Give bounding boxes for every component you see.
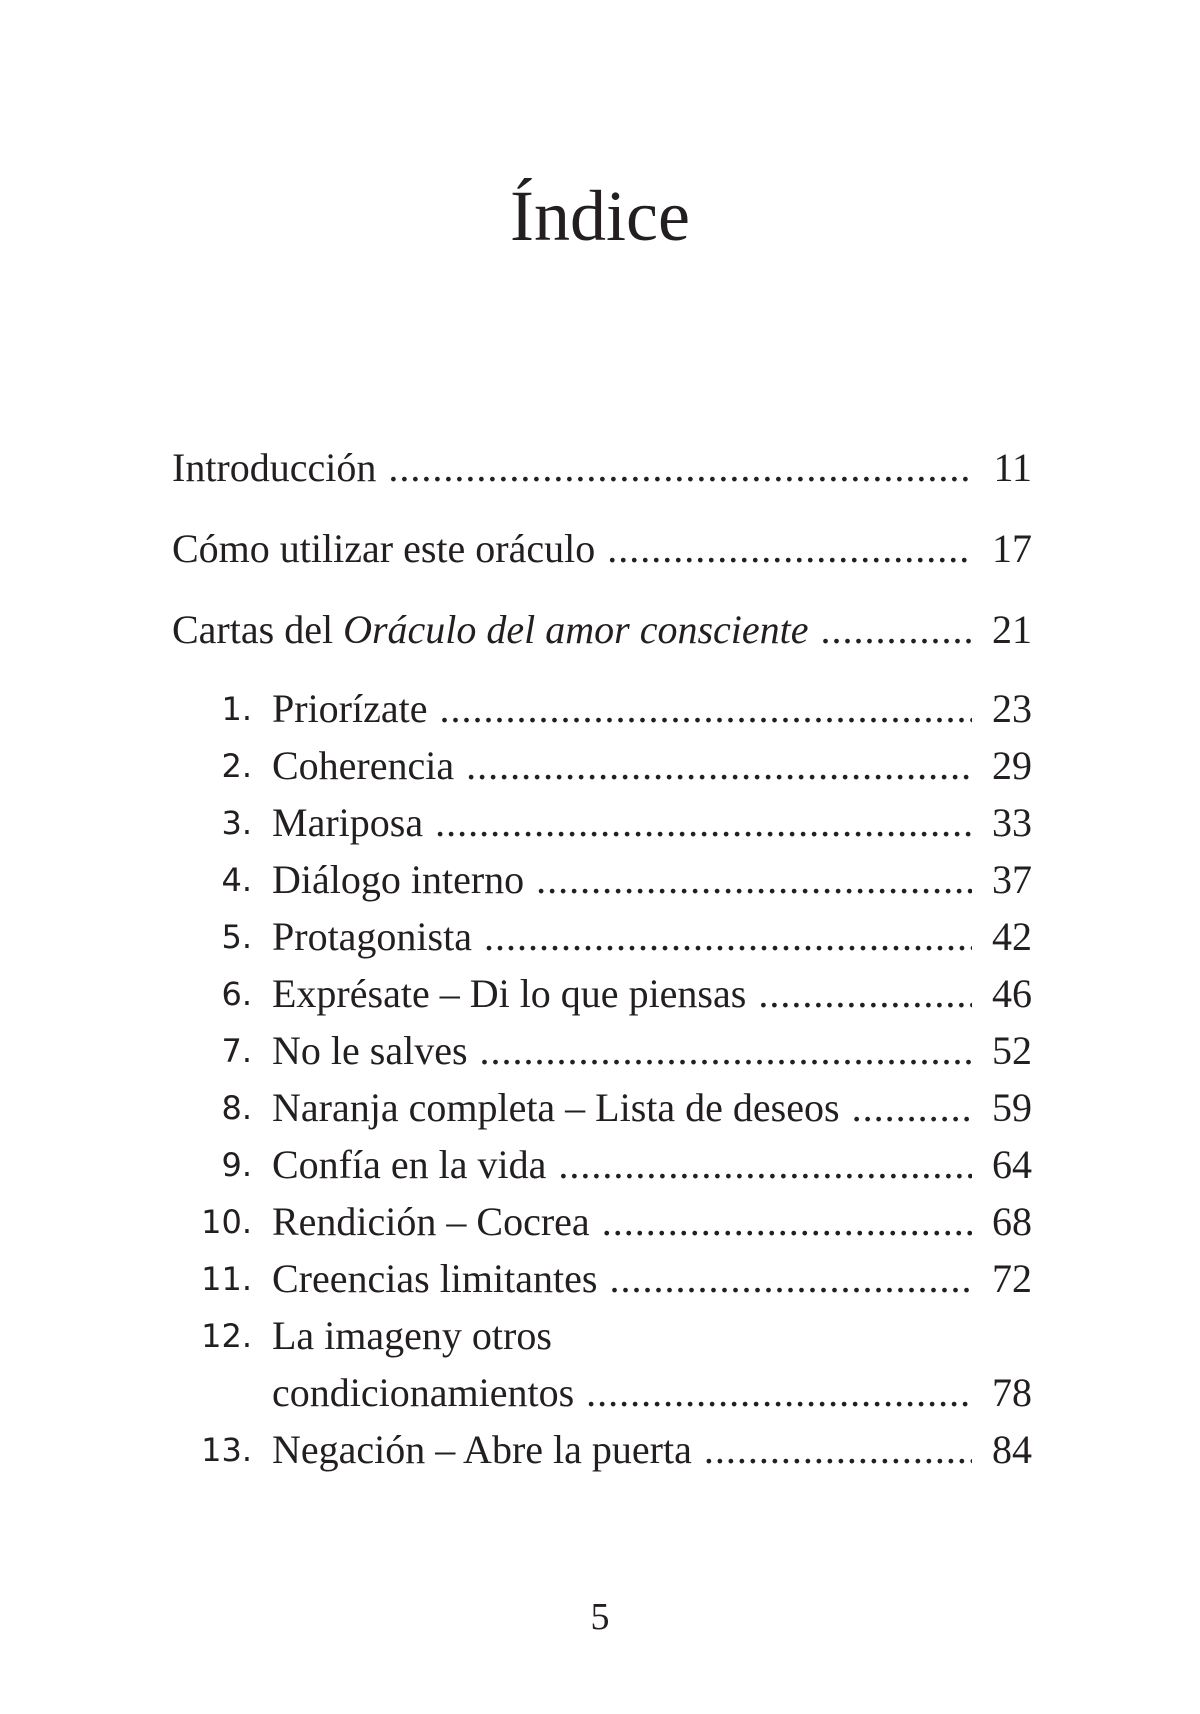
toc-entry-page: 29 (992, 743, 1032, 788)
dot-leader (480, 1031, 972, 1071)
toc-entry-title: Priorízate (272, 686, 428, 731)
dot-leader (758, 974, 972, 1014)
toc-entry-page: 84 (992, 1427, 1032, 1472)
toc-card-entry[interactable] (272, 686, 1032, 731)
toc-entry-page: 21 (992, 607, 1032, 652)
toc-entry-title-prefix: Cartas del (172, 607, 344, 652)
card-number: 6. (221, 975, 252, 1013)
dot-leader (609, 1259, 972, 1299)
toc-card-entry[interactable] (272, 1199, 1032, 1244)
toc-entry-title: Exprésate – Di lo que piensas (272, 971, 747, 1016)
toc-entry-title: Cómo utilizar este oráculo (172, 526, 596, 571)
dot-leader (852, 1088, 972, 1128)
toc-entry-title: Protagonista (272, 914, 472, 959)
card-number: 2. (221, 747, 252, 785)
toc-entry-page: 72 (992, 1256, 1032, 1301)
toc-entry-page: 68 (992, 1199, 1032, 1244)
card-number: 13. (201, 1431, 252, 1469)
toc-entry-title: Rendición – Cocrea (272, 1199, 590, 1244)
dot-leader (586, 1373, 972, 1413)
toc-card-entry[interactable] (272, 1256, 1032, 1301)
dot-leader (607, 529, 972, 569)
toc-entry-page: 52 (992, 1028, 1032, 1073)
toc-entry-page: 23 (992, 686, 1032, 731)
toc-card-entry[interactable] (272, 857, 1032, 902)
toc-card-entry[interactable] (272, 800, 1032, 845)
page-title: Índice (510, 176, 690, 256)
toc-entry-page: 17 (992, 526, 1032, 571)
toc-card-entry[interactable] (272, 1085, 1032, 1130)
toc-card-entry[interactable] (272, 1142, 1032, 1187)
card-number: 1. (221, 690, 252, 728)
dot-leader (558, 1145, 972, 1185)
card-number: 5. (221, 918, 252, 956)
toc-entry-page: 37 (992, 857, 1032, 902)
toc-entry-title: Confía en la vida (272, 1142, 547, 1187)
toc-entry-title-line1: La imageny otros (272, 1313, 552, 1358)
toc-entry-title: condicionamientos (272, 1370, 575, 1415)
toc-card-entry[interactable] (272, 971, 1032, 1016)
toc-card-entry[interactable] (272, 1370, 1032, 1415)
card-number: 10. (201, 1203, 252, 1241)
toc-entry-page: 59 (992, 1085, 1032, 1130)
toc-entry-title: Mariposa (272, 800, 424, 845)
card-number: 7. (221, 1032, 252, 1070)
toc-card-entry[interactable] (272, 743, 1032, 788)
dot-leader (388, 448, 972, 488)
toc-entry-page: 33 (992, 800, 1032, 845)
toc-entry-title-italic: Oráculo del amor consciente (343, 607, 809, 652)
card-number: 12. (201, 1317, 252, 1355)
toc-entry-title: Diálogo interno (272, 857, 525, 902)
toc-entry-page: 64 (992, 1142, 1032, 1187)
toc-card-entry[interactable] (272, 1028, 1032, 1073)
toc-entry-page: 46 (992, 971, 1032, 1016)
card-number: 9. (221, 1146, 252, 1184)
card-number: 11. (201, 1260, 252, 1298)
card-number: 3. (221, 804, 252, 842)
toc-entry-title: Naranja completa – Lista de deseos (272, 1085, 840, 1130)
page-number: 5 (590, 1596, 610, 1638)
dot-leader (466, 746, 972, 786)
dot-leader (704, 1430, 972, 1470)
toc-entry-title: Negación – Abre la puerta (272, 1427, 692, 1472)
toc-entry-title: Coherencia (272, 743, 455, 788)
dot-leader (440, 689, 973, 729)
dot-leader (602, 1202, 972, 1242)
dot-leader (821, 610, 972, 650)
dot-leader (484, 917, 972, 957)
toc-card-entry[interactable] (272, 914, 1032, 959)
toc-entry-como-utilizar[interactable] (172, 526, 1032, 571)
toc-entry-page: 11 (993, 445, 1032, 490)
toc-entry-introduccion[interactable] (172, 445, 1032, 490)
dot-leader (536, 860, 972, 900)
dot-leader (435, 803, 972, 843)
toc-entry-title: Introducción (172, 445, 377, 490)
card-number: 4. (221, 861, 252, 899)
toc-entry-page: 42 (992, 914, 1032, 959)
toc-card-entry[interactable] (272, 1427, 1032, 1472)
card-number: 8. (221, 1089, 252, 1127)
toc-entry-title: Creencias limitantes (272, 1256, 598, 1301)
toc-entry-page: 78 (992, 1370, 1032, 1415)
toc-entry-title (172, 607, 809, 652)
toc-entry-cartas[interactable] (172, 607, 1032, 652)
toc-entry-title: No le salves (272, 1028, 468, 1073)
